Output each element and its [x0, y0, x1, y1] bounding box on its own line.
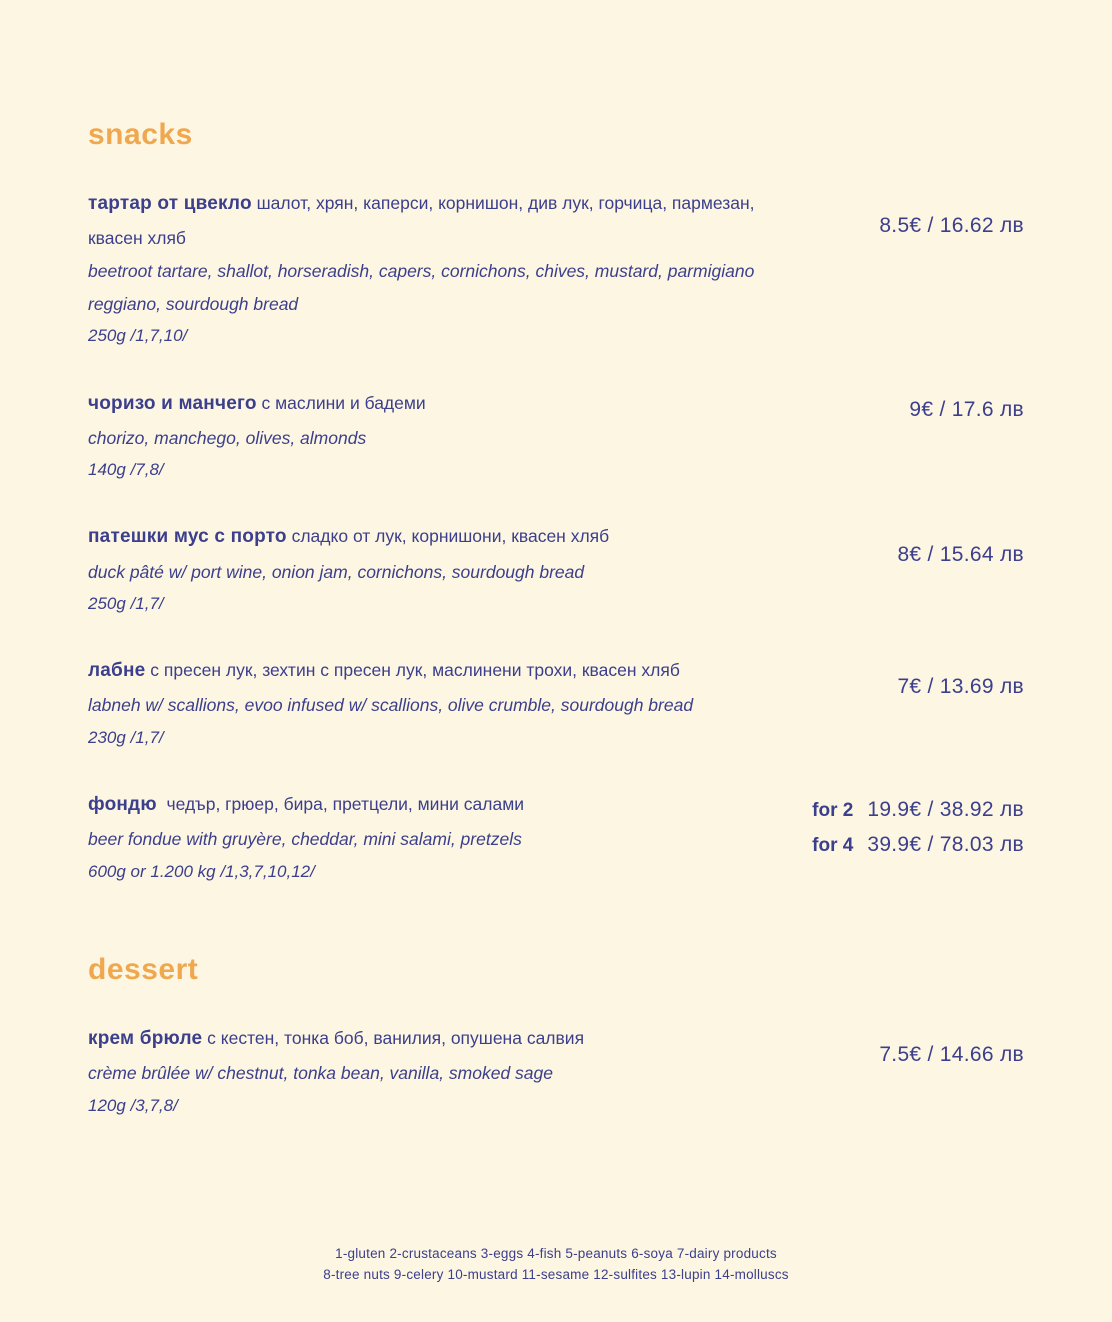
menu-item-desc-bg: с кестен, тонка боб, ванилия, опушена салвия: [207, 1028, 585, 1049]
menu-item-price-for-4: 39.9€ / 78.03 лв: [867, 832, 1024, 856]
menu-item-name-bg: крем брюле: [88, 1028, 203, 1050]
menu-item-weight: 140g /7,8/: [88, 460, 164, 479]
menu-item-price: 8.5€ / 16.62 лв: [879, 214, 1024, 237]
menu-item-desc-en: chorizo, manchego, olives, almonds: [88, 427, 367, 448]
menu-item: [88, 519, 1024, 619]
menu-item-name-bg: патешки мус с порто: [88, 526, 287, 548]
allergen-legend-line-1: 1-gluten 2-crustaceans 3-eggs 4-fish 5-peanuts 6-soya 7-dairy products: [335, 1246, 777, 1262]
menu-item-description: [88, 519, 788, 619]
menu-item: [88, 653, 1024, 753]
menu-item-price-for-2-row: [812, 793, 1024, 828]
menu-item-price-block: [861, 214, 1024, 238]
snacks-list: [88, 186, 1024, 887]
menu-item-desc-en: crème brûlée w/ chestnut, tonka bean, vanilla, smoked sage: [88, 1063, 553, 1084]
menu-item-name-bg: чоризо и манчего: [88, 392, 257, 414]
menu-item-name-bg: фондю: [88, 794, 157, 816]
menu-item-desc-en: duck pâté w/ port wine, onion jam, cornichons, sourdough bread: [88, 561, 585, 582]
menu-item-bg-text: [88, 186, 788, 255]
menu-item-desc-bg: шалот, хрян, каперси, корнишон, див лук, горчица, пармезан, квасен хляб: [88, 193, 755, 249]
menu-item-description: [88, 787, 788, 887]
menu-item-price-for-4-row: [812, 828, 1024, 863]
menu-item-price: 8€ / 15.64 лв: [897, 543, 1024, 567]
menu-item-name-bg: лабне: [88, 660, 146, 682]
menu-item-bg-text: [88, 787, 788, 823]
menu-item-description: [88, 653, 788, 753]
menu-item-name-bg: тартар от цвекло: [88, 193, 252, 214]
menu-item-weight: 250g /1,7/: [88, 593, 164, 613]
menu-item-price-block: [879, 543, 1024, 567]
menu-item-price: 7.5€ / 14.66 лв: [879, 1043, 1024, 1067]
menu-item: [88, 186, 1024, 352]
allergen-legend-line-2: 8-tree nuts 9-celery 10-mustard 11-sesame 12-sulfites 13-lupin 14-molluscs: [323, 1267, 789, 1283]
menu-item-bg-text: [88, 653, 788, 689]
menu-item-desc-bg: с пресен лук, зехтин с пресен лук, маслинени трохи, квасен хляб: [150, 660, 680, 681]
menu-item-price-block: [794, 793, 1024, 862]
menu-item-description: [88, 386, 788, 486]
menu-item: [88, 386, 1024, 486]
menu-item-weight: 230g /1,7/: [88, 727, 164, 747]
menu-item: [88, 1021, 1024, 1121]
section-title-dessert: dessert: [88, 953, 199, 987]
menu-item-desc-en: beetroot tartare, shallot, horseradish, capers, cornichons, chives, mustard, parmigiano reggiano, sourdough bread: [88, 261, 755, 314]
menu-item-bg-text: [88, 519, 788, 555]
menu-item: [88, 787, 1024, 887]
menu-item-weight: 250g /1,7,10/: [88, 326, 188, 346]
menu-item-price: 7€ / 13.69 лв: [897, 675, 1024, 699]
menu-item-desc-bg: чедър, грюер, бира, претцели, мини салами: [166, 794, 524, 815]
menu-item-price: 9€ / 17.6 лв: [909, 397, 1024, 421]
menu-item-bg-text: [88, 1021, 788, 1057]
section-title-snacks: snacks: [88, 118, 193, 151]
menu-item-desc-bg: с маслини и бадеми: [261, 392, 426, 413]
menu-item-desc-bg: сладко от лук, корнишони, квасен хляб: [291, 526, 610, 547]
menu-item-price-block: [879, 675, 1024, 699]
price-label-for-2: for 2: [812, 800, 854, 822]
menu-item-description: [88, 1021, 788, 1121]
menu-item-desc-en: labneh w/ scallions, evoo infused w/ scallions, olive crumble, sourdough bread: [88, 695, 694, 716]
dessert-list: [88, 1021, 1024, 1121]
menu-item-price-block: [861, 1043, 1024, 1067]
price-label-for-4: for 4: [812, 834, 854, 856]
menu-item-desc-en: beer fondue with gruyère, cheddar, mini salami, pretzels: [88, 829, 522, 850]
menu-item-price-block: [891, 398, 1024, 422]
allergen-legend: [0, 1244, 1112, 1286]
menu-item-weight: 120g /3,7,8/: [88, 1095, 178, 1115]
menu-item-bg-text: [88, 386, 788, 422]
menu-item-weight: 600g or 1.200 kg /1,3,7,10,12/: [88, 861, 315, 881]
menu-item-price-for-2: 19.9€ / 38.92 лв: [867, 798, 1024, 822]
menu-item-description: [88, 186, 788, 352]
